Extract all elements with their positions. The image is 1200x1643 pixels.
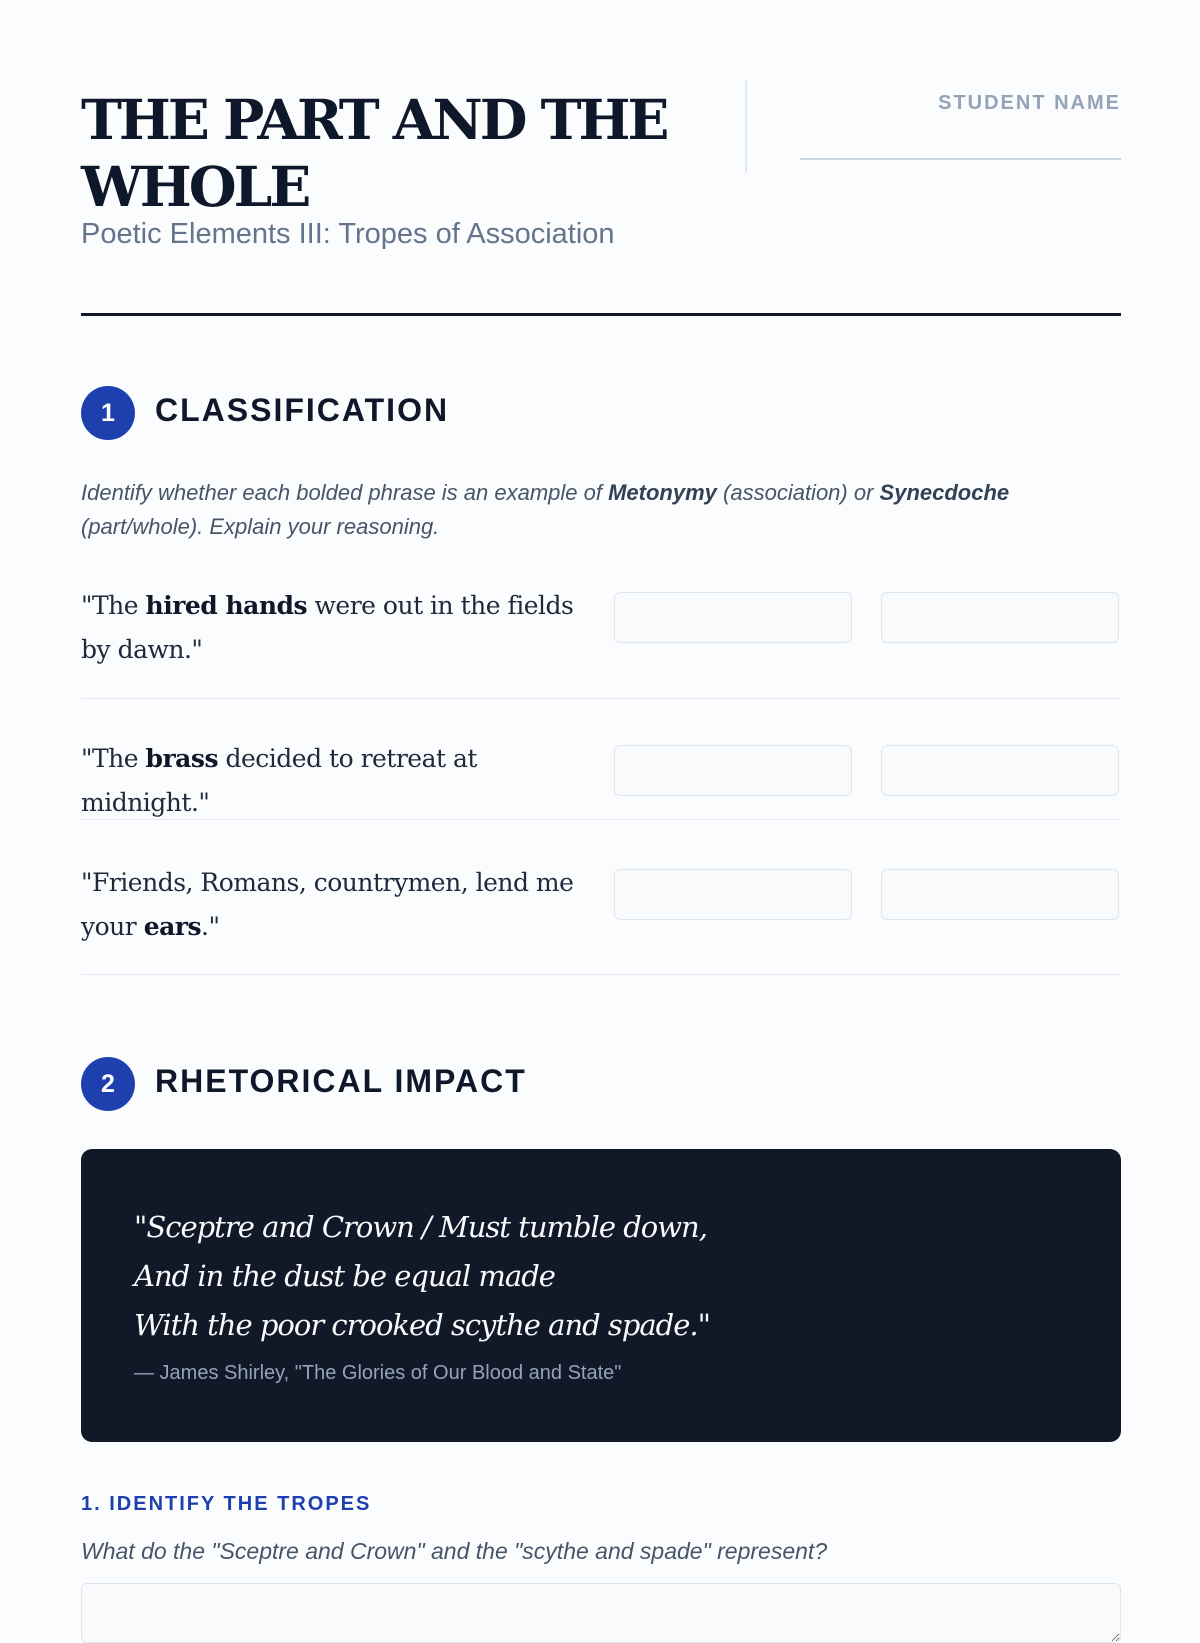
reasoning-input[interactable] xyxy=(881,592,1119,643)
trope-type-input[interactable] xyxy=(614,869,852,920)
section-number-badge: 2 xyxy=(81,1057,135,1111)
student-name-label: STUDENT NAME xyxy=(938,92,1121,114)
poem-line: With the poor crooked scythe and spade." xyxy=(134,1308,710,1342)
quote-text: decided to retreat at midnight." xyxy=(81,744,477,817)
quote-text: "The xyxy=(81,591,146,620)
section-heading-rhetorical-impact xyxy=(81,1057,1121,1111)
instructions-text: (part/whole). Explain your reasoning. xyxy=(81,514,440,539)
header-rule xyxy=(81,313,1121,316)
instructions-text: (association) or xyxy=(716,480,880,505)
trope-type-input[interactable] xyxy=(614,745,852,796)
poem-line: "Sceptre and Crown / Must tumble down, xyxy=(134,1210,707,1244)
example-quote xyxy=(81,737,601,825)
section-title: CLASSIFICATION xyxy=(155,392,450,428)
quote-text: "Friends, Romans, countrymen, lend me your xyxy=(81,868,574,941)
header-divider xyxy=(745,80,747,173)
quote-text: were out in the fields by dawn." xyxy=(81,591,574,664)
example-quote xyxy=(81,584,591,672)
quote-text: ." xyxy=(201,912,220,941)
student-name-input[interactable] xyxy=(800,158,1121,160)
poem-attribution: — James Shirley, "The Glories of Our Blood and State" xyxy=(134,1362,622,1384)
classification-row xyxy=(81,861,1121,975)
reasoning-input[interactable] xyxy=(881,745,1119,796)
question-answer-input[interactable] xyxy=(81,1583,1121,1643)
bolded-phrase: ears xyxy=(143,912,202,941)
bolded-phrase: brass xyxy=(145,744,219,773)
section-heading-classification xyxy=(81,386,1121,440)
section-number-badge: 1 xyxy=(81,386,135,440)
reasoning-input[interactable] xyxy=(881,869,1119,920)
classification-row xyxy=(81,584,1121,699)
term-synecdoche: Synecdoche xyxy=(879,480,1010,505)
quote-text: "The xyxy=(81,744,146,773)
question-text: What do the "Sceptre and Crown" and the "scythe and spade" represent? xyxy=(81,1538,828,1564)
classification-row xyxy=(81,737,1121,820)
instructions-text: Identify whether each bolded phrase is an example of xyxy=(81,480,609,505)
worksheet-page xyxy=(81,0,1121,1600)
page-subtitle: Poetic Elements III: Tropes of Association xyxy=(81,218,615,250)
trope-type-input[interactable] xyxy=(614,592,852,643)
term-metonymy: Metonymy xyxy=(608,480,717,505)
poem-text xyxy=(134,1203,1034,1350)
question-label: 1. IDENTIFY THE TROPES xyxy=(81,1493,372,1515)
example-quote xyxy=(81,861,591,949)
page-title: THE PART AND THE WHOLE xyxy=(81,87,667,219)
worksheet-header xyxy=(81,80,1121,270)
bolded-phrase: hired hands xyxy=(145,591,308,620)
classification-instructions xyxy=(81,476,1081,544)
section-title: RHETORICAL IMPACT xyxy=(155,1063,527,1099)
poem-quote-block xyxy=(81,1149,1121,1442)
poem-line: And in the dust be equal made xyxy=(134,1259,555,1293)
